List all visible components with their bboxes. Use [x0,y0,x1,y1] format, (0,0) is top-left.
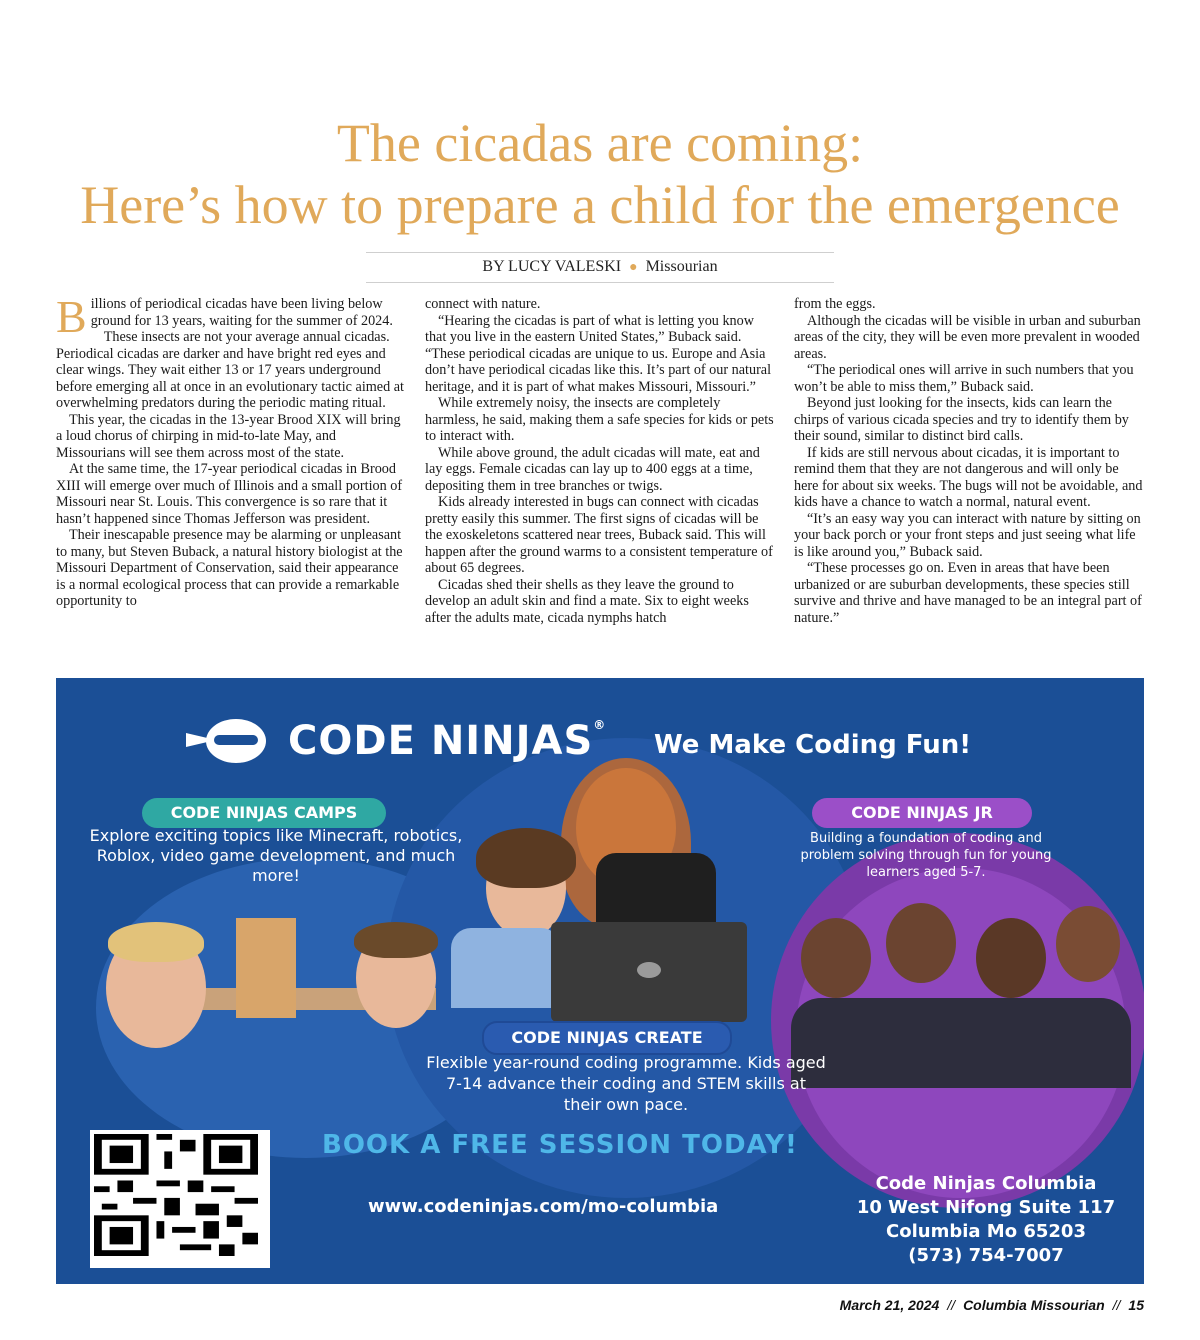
paragraph: If kids are still nervous about cicadas, it is important to remind them that they are not dangerous and will only be here for about six weeks. The bugs will not be avoidable, and kids have a chance to watch a normal, natural event. [794,444,1143,510]
code-ninjas-logo [186,718,606,764]
byline-rule-top [366,252,834,253]
paragraph: Their inescapable presence may be alarming or unpleasant to many, but Steven Buback, a natural history biologist at the Missouri Department of Conservation, said their appearance is a normal ecological process that can provide a remarkable opportunity to [56,527,403,609]
child [886,903,956,983]
jr-label: CODE NINJAS JR [812,798,1032,828]
paragraph: Beyond just looking for the insects, kids can learn the chirps of various cicada species and try to identify them by their sound, similar to distinct bird calls. [794,395,1129,444]
child-hair [476,828,576,888]
paragraph: Cicadas shed their shells as they leave the ground to develop an adult skin and find a mate. Six to eight weeks after the adults mate, cicada nymphs hatch [425,576,749,626]
paragraph: While extremely noisy, the insects are completely harmless, he said, making them a safe species for kids or pets to interact with. [425,395,774,444]
logo-wordmark: CODE NINJAS® [288,718,607,764]
paragraph: from the eggs. [794,296,876,312]
paragraph: Although the cicadas will be visible in urban and suburban areas of the city, they will be even more prevalent in wooded areas. [794,312,1141,362]
byline [0,258,1200,276]
drop-cap: B [56,291,87,342]
paragraph: These insects are not your average annual cicadas. Periodical cicadas are darker and have bright red eyes and clear wings. They wait either 13 or 17 years underground before emerging all at once in an evolutionary tactic aimed at overwhelming predators during the periodic mating ritual. [56,329,404,411]
child [976,918,1046,998]
location-address [836,1172,1136,1268]
qr-code-icon[interactable] [90,1130,270,1268]
article-column-2 [425,296,775,626]
paragraph: “These processes go on. Even in areas that have been urbanized or are suburban developments, these species still survive and thrive and have managed to be an integral part of nature.” [794,560,1142,626]
laptop [551,922,747,1022]
byline-publication: Missourian [645,258,718,275]
page-number: 15 [1128,1297,1144,1313]
child-shirt [451,928,561,1008]
headline-line-1: The cicadas are coming: [336,113,864,173]
paragraph: This year, the cicadas in the 13-year Brood XIX will bring a loud chorus of chirping in mid-to-late May, and Missourians will see them across most of the state. [56,411,401,461]
child [801,918,871,998]
paragraph: Kids already interested in bugs can connect with cicadas pretty easily this summer. The first signs of cicadas will be the exoskeletons scattered near trees, Buback said. This will happen after the ground warms to a consistent temperature of about 65 degrees. [425,494,773,576]
create-description: Flexible year-round coding programme. Kids aged 7-14 advance their coding and STEM skills at their own pace. [426,1053,826,1114]
child [1056,906,1120,982]
location-name: Code Ninjas Columbia [875,1173,1097,1194]
footer-date: March 21, 2024 [839,1297,940,1313]
ninja-head-icon [186,719,282,763]
camps-description: Explore exciting topics like Minecraft, robotics, Roblox, video game development, and much more! [89,826,463,885]
paragraph: While above ground, the adult cicadas will mate, eat and lay eggs. Female cicadas can lay up to 400 eggs at a time, depositing them in tree branches or twigs. [425,444,760,494]
location-phone[interactable]: (573) 754-7007 [908,1245,1064,1266]
website-link[interactable]: www.codeninjas.com/mo-columbia [368,1196,719,1217]
paragraph: connect with nature. [425,296,541,312]
paragraph: Billions of periodical cicadas have been living below ground for 13 years, waiting for the summer of 2024. [56,291,393,342]
child-hair [354,922,438,958]
headline [0,112,1200,236]
byline-rule-bottom [366,282,834,283]
paragraph: “The periodical ones will arrive in such numbers that you won’t be able to miss them,” Buback said. [794,362,1134,395]
code-ninjas-advertisement[interactable] [56,678,1144,1284]
byline-author: BY LUCY VALESKI [482,258,622,275]
paragraph: “Hearing the cicadas is part of what is letting you know that you live in the eastern United States,” Buback said. “These periodical cicadas are unique to us. Europe and Asia don’t have periodical cicadas like this. It’s part of our natural heritage, and it is part of what makes Missouri, Missouri.” [425,312,772,395]
book-session-cta[interactable]: BOOK A FREE SESSION TODAY! [322,1130,798,1160]
children-clothing [791,998,1131,1088]
ad-slogan: We Make Coding Fun! [654,730,972,760]
jr-description: Building a foundation of coding and problem solving through fun for young learners aged 5-7. [800,831,1052,880]
page-footer: March 21, 2024 // Columbia Missourian // 15 [839,1297,1144,1313]
craft-house [236,918,296,1018]
child-hair [108,922,204,962]
camps-label: CODE NINJAS CAMPS [142,798,386,828]
paragraph: At the same time, the 17-year periodical cicadas in Brood XIII will emerge over much of Illinois and a small portion of Missouri near St. Louis. This convergence is so rare that it hasn’t happened since Thomas Jefferson was president. [56,461,403,527]
headline-line-2: Here’s how to prepare a child for the emergence [80,175,1120,235]
bullet-icon: ● [629,260,638,275]
article-column-1 [56,291,406,610]
footer-publication: Columbia Missourian [963,1297,1105,1313]
location-city: Columbia Mo 65203 [886,1221,1086,1242]
create-label: CODE NINJAS CREATE [482,1021,732,1055]
article-column-3 [794,296,1144,626]
paragraph: “It’s an easy way you can interact with nature by sitting on your back porch or your front steps and just seeing what life is like around you,” Buback said. [794,510,1141,560]
location-street: 10 West Nifong Suite 117 [856,1197,1116,1218]
